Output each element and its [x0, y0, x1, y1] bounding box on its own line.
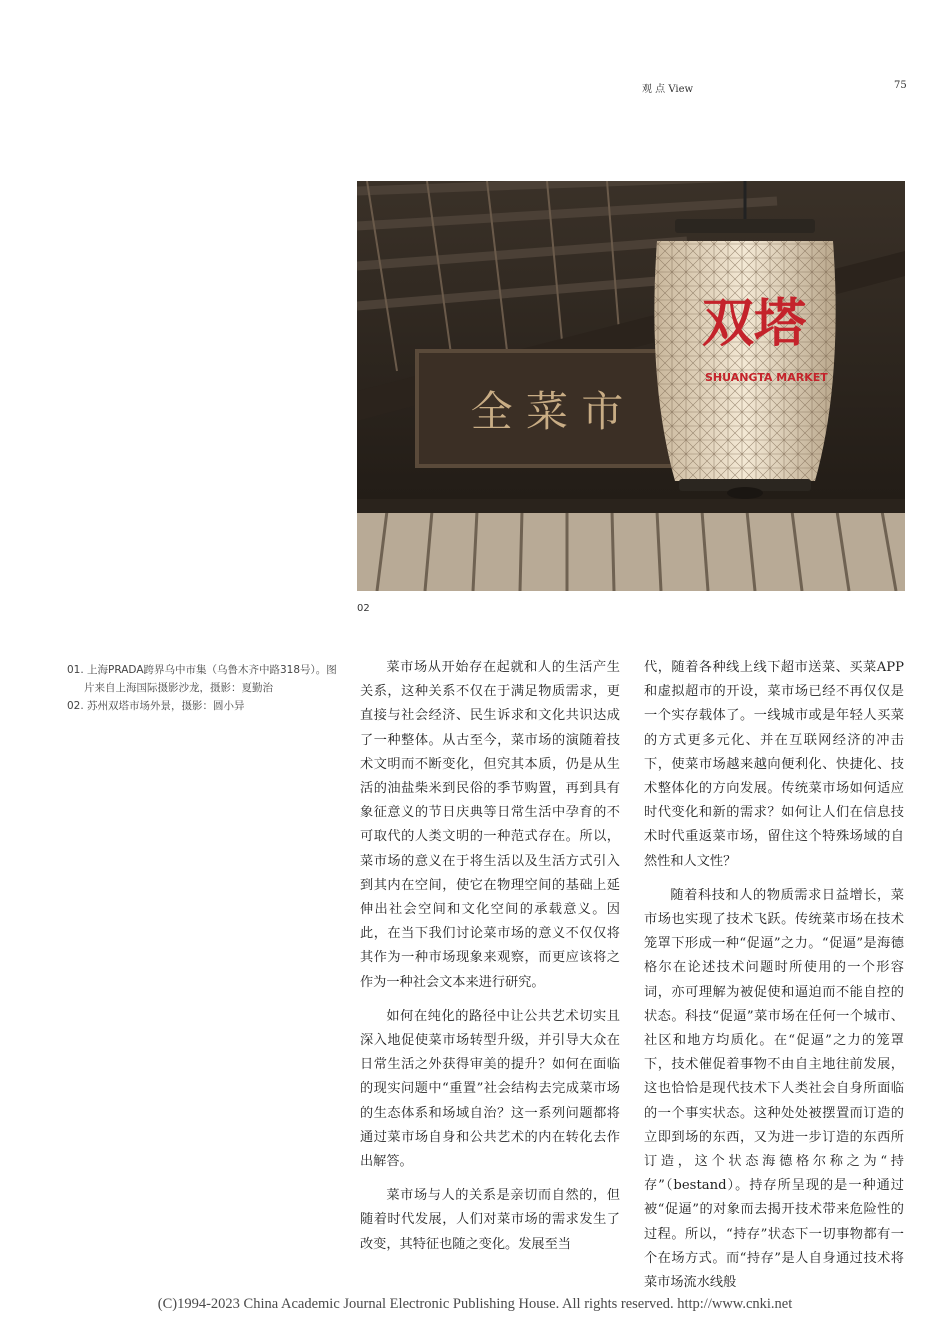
- paragraph: 菜市场从开始存在起就和人的生活产生关系，这种关系不仅在于满足物质需求，更直接与社会经济、民生诉求和文化共识达成了一种整体。从古至今，菜市场的演随着技术文明而不断变化，但究其本质，仍是从生活的油盐柴米到民俗的季节购置，再到具有象征意义的节日庆典等日常生活中孕育的不可取代的人类文明的一种范式存在。所以，菜市场的意义在于将生活以及生活方式引入到其内在空间，使它在物理空间的基础上延伸出社会空间和文化空间的承载意义。因此，在当下我们讨论菜市场的意义不仅仅将其作为一种市场现象来观察，而更应该将之作为一种社会文本来进行研究。: [360, 660, 620, 990]
- figure-number: 02: [357, 603, 370, 614]
- section-title: 观 点 View: [642, 84, 694, 95]
- lantern-logo-text: 双塔: [702, 294, 807, 354]
- page-number: 75: [894, 80, 907, 91]
- caption-01: 01. 上海PRADA跨界乌中市集（乌鲁木齐中路318号）。图片来自上海国际摄影沙龙，摄影：夏勤治: [67, 664, 337, 694]
- paragraph: 代，随着各种线上线下超市送菜、买菜APP和虚拟超市的开设，菜市场已经不再仅仅是一个实存载体了。一线城市或是年轻人买菜的方式更多元化、并在互联网经济的冲击下，使菜市场越来越向便利化、快捷化、技术整体化的方向发展。传统菜市场如何适应时代变化和新的需求？如何让人们在信息技术时代重返菜市场，留住这个特殊场域的自然性和人文性？: [644, 660, 904, 869]
- caption-02: 02. 苏州双塔市场外景，摄影：圆小异: [67, 700, 245, 712]
- text-column-right: [644, 656, 904, 1305]
- paragraph: 如何在纯化的路径中让公共艺术切实且深入地促使菜市场转型升级，并引导大众在日常生活之外获得审美的提升？如何在面临的现实问题中“重置”社会结构去完成菜市场的生态体系和场域自治？这一系列问题都将通过菜市场自身和公共艺术的内在转化去作出解答。: [360, 1008, 620, 1170]
- paragraph: 随着科技和人的物质需求日益增长，菜市场也实现了技术飞跃。传统菜市场在技术笼罩下形成一种“促逼”之力。“促逼”是海德格尔在论述技术问题时所使用的一个形容词，亦可理解为被促使和逼迫而不能自控的状态。科技“促逼”菜市场在任何一个城市、社区和地方均质化。在“促逼”之力的笼罩下，技术催促着事物不由自主地往前发展，这也恰恰是现代技术下人类社会自身所面临的一个事实状态。这种处处被摆置而订造的立即到场的东西，又为进一步订造的东西所订造，这个状态海德格尔称之为“持存”（bestand）。持存所呈现的是一种通过被“促逼”的对象而去揭开技术带来危险性的过程。所以，“持存”状态下一切事物都有一个在场方式。而“持存”是人自身通过技术将菜市场流水线般: [644, 887, 904, 1291]
- photo-captions: [67, 661, 337, 715]
- signboard-text: 全 菜 市: [470, 387, 624, 436]
- copyright-footer: (C)1994-2023 China Academic Journal Electronic Publishing House. All rights reserved. http://www.cnki.net: [157, 1296, 793, 1312]
- lantern-english-text: SHUANGTA MARKET: [705, 371, 828, 384]
- text-column-left: [360, 656, 620, 1267]
- market-photo: [357, 181, 905, 591]
- paragraph: 菜市场与人的关系是亲切而自然的，但随着时代发展，人们对菜市场的需求发生了改变，其特征也随之变化。发展至当: [360, 1188, 620, 1252]
- running-header: [0, 80, 950, 100]
